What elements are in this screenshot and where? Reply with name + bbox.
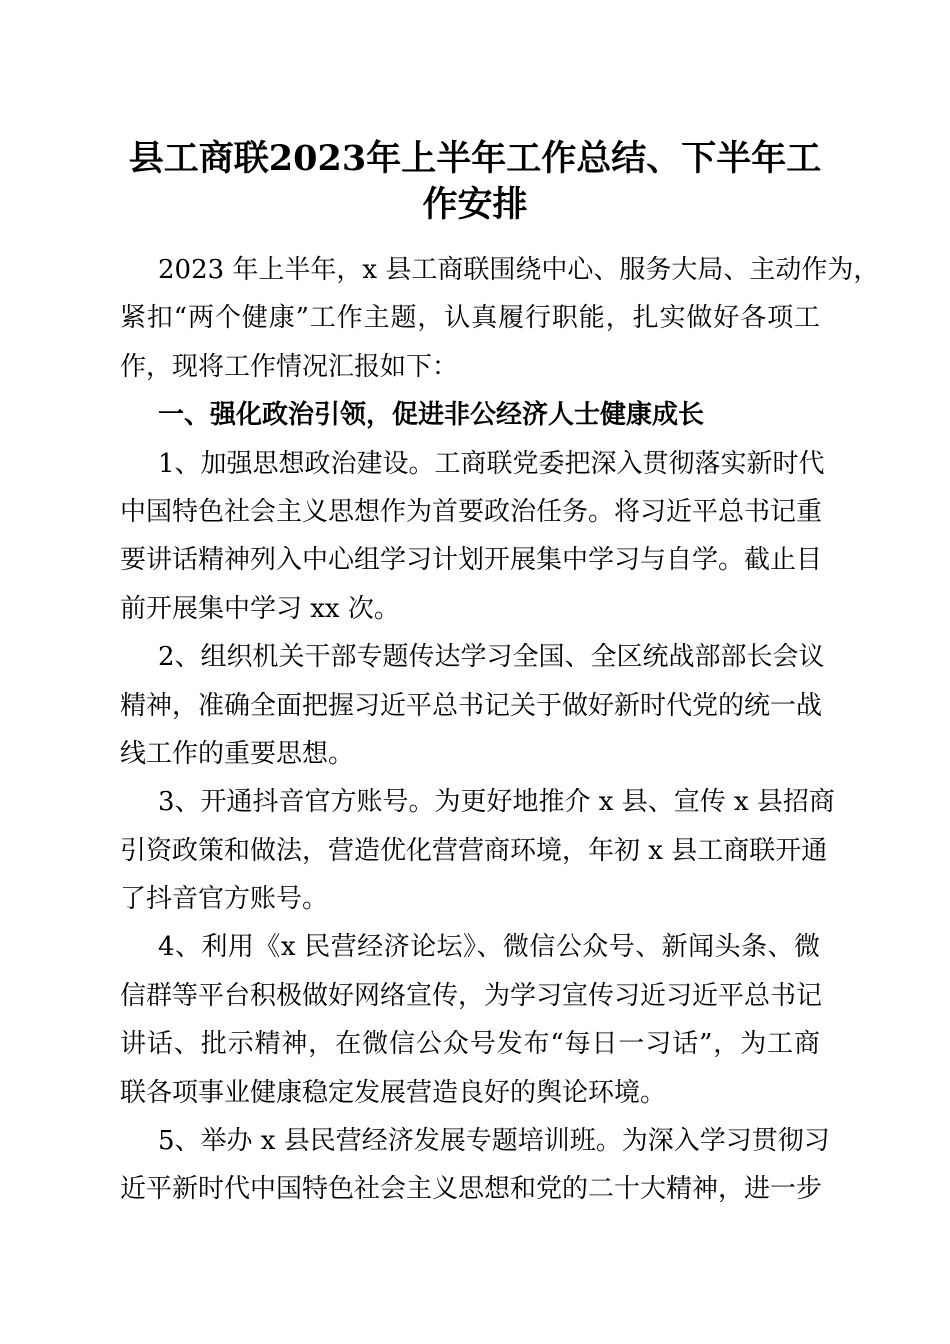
text-line: 引资政策和做法，营造优化营营商环境，年初 x 县工商联开通 xyxy=(120,835,828,866)
paragraph xyxy=(120,246,880,391)
text-line: 1、加强思想政治建设。工商联党委把深入贯彻落实新时代 xyxy=(158,448,825,479)
paragraph xyxy=(120,1117,830,1214)
text-line: 作，现将工作情况汇报如下： xyxy=(120,351,459,382)
paragraph xyxy=(120,633,825,778)
section-heading xyxy=(120,391,820,439)
text-line: 前开展集中学习 xx 次。 xyxy=(120,593,400,624)
text-line: 5、举办 x 县民营经济发展专题培训班。为深入学习贯彻习 xyxy=(158,1126,830,1157)
title-line: 县工商联2023年上半年工作总结、下半年工 xyxy=(128,138,822,179)
text-line: 4、利用《x 民营经济论坛》、微信公众号、新闻头条、微 xyxy=(158,932,820,963)
title-line: 作安排 xyxy=(422,184,528,225)
document-title xyxy=(100,136,850,228)
text-line: 3、开通抖音官方账号。为更好地推介 x 县、宣传 x 县招商 xyxy=(158,787,835,818)
text-line: 中国特色社会主义思想作为首要政治任务。将习近平总书记重 xyxy=(120,496,823,527)
text-line: 精神，准确全面把握习近平总书记关于做好新时代党的统一战 xyxy=(120,690,823,721)
paragraph xyxy=(120,440,825,634)
document-body xyxy=(120,246,880,1214)
text-line: 2、组织机关干部专题传达学习全国、全区统战部部长会议 xyxy=(158,642,825,673)
text-line: 讲话、批示精神，在微信公众号发布“每日一习话”，为工商 xyxy=(120,1029,820,1060)
text-line: 紧扣“两个健康”工作主题，认真履行职能，扎实做好各项工 xyxy=(120,303,820,334)
text-line: 了抖音官方账号。 xyxy=(120,884,329,915)
paragraph xyxy=(120,923,823,1117)
text-line: 一、强化政治引领，促进非公经济人士健康成长 xyxy=(158,400,705,431)
text-line: 信群等平台积极做好网络宣传，为学习宣传习近习近平总书记 xyxy=(120,980,823,1011)
text-line: 联各项事业健康稳定发展营造良好的舆论环境。 xyxy=(120,1077,667,1108)
text-line: 线工作的重要思想。 xyxy=(120,738,355,769)
text-line: 近平新时代中国特色社会主义思想和党的二十大精神，进一步 xyxy=(120,1174,823,1205)
text-line: 2023 年上半年，x 县工商联围绕中心、服务大局、主动作为， xyxy=(158,255,880,285)
paragraph xyxy=(120,778,835,923)
text-line: 要讲话精神列入中心组学习计划开展集中学习与自学。截止目 xyxy=(120,545,823,576)
